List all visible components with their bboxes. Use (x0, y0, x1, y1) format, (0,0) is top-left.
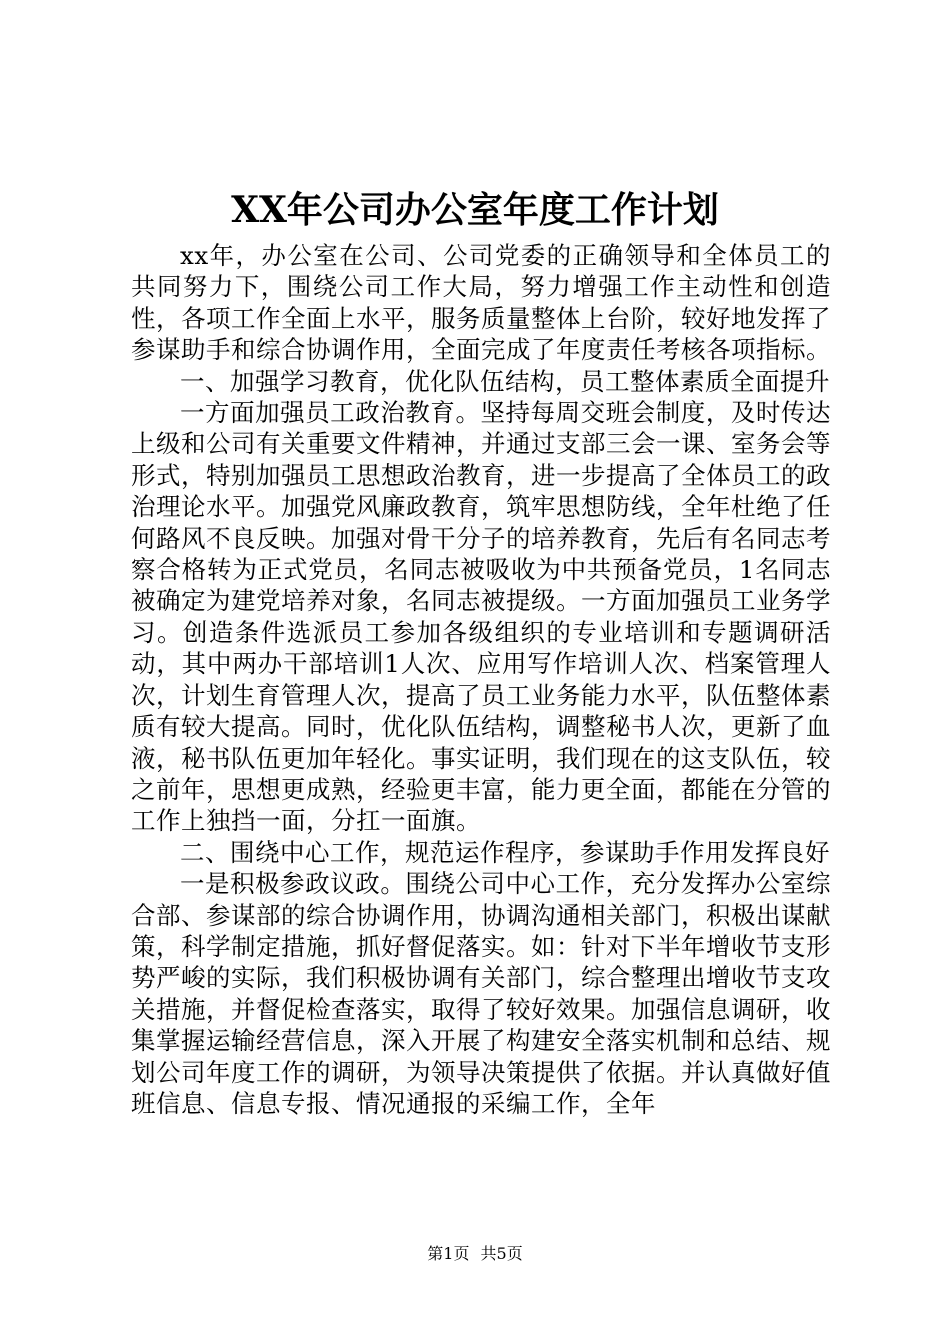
paragraph-section-1: 一方面加强员工政治教育。坚持每周交班会制度，及时传达上级和公司有关重要文件精神，并通过支部三会一课、室务会等形式，特别加强员工思想政治教育，进一步提高了全体员工的政治理论水平。加强党风廉政教育，筑牢思想防线，全年杜绝了任何路风不良反映。加强对骨干分子的培养教育，先后有名同志考察合格转为正式党员，名同志被吸收为中共预备党员，1名同志被确定为建党培养对象，名同志被提级。一方面加强员工业务学习。创造条件选派员工参加各级组织的专业培训和专题调研活动，其中两办干部培训1人次、应用写作培训人次、档案管理人次，计划生育管理人次，提高了员工业务能力水平，队伍整体素质有较大提高。同时，优化队伍结构，调整秘书人次，更新了血液，秘书队伍更加年轻化。事实证明，我们现在的这支队伍，较之前年，思想更成熟，经验更丰富，能力更全面，都能在分管的工作上独挡一面，分扛一面旗。 (131, 398, 831, 836)
paragraph-intro: xx年，办公室在公司、公司党委的正确领导和全体员工的共同努力下，围绕公司工作大局，努力增强工作主动性和创造性，各项工作全面上水平，服务质量整体上台阶，较好地发挥了参谋助手和综合协调作用，全面完成了年度责任考核各项指标。 (131, 241, 831, 365)
page-total: 共5页 (480, 1244, 523, 1263)
page-footer (0, 1243, 950, 1265)
section-heading-1: 一、加强学习教育，优化队伍结构，员工整体素质全面提升 (180, 366, 830, 396)
document-title: XX年公司办公室年度工作计划 (231, 189, 719, 231)
section-heading-2: 二、围绕中心工作，规范运作程序，参谋助手作用发挥良好 (180, 837, 830, 867)
page-number: 第1页 (427, 1244, 470, 1263)
document-body (131, 240, 831, 1119)
paragraph-section-2: 一是积极参政议政。围绕公司中心工作，充分发挥办公室综合部、参谋部的综合协调作用，协调沟通相关部门，积极出谋献策，科学制定措施，抓好督促落实。如：针对下半年增收节支形势严峻的实际，我们积极协调有关部门，综合整理出增收节支攻关措施，并督促检查落实，取得了较好效果。加强信息调研，收集掌握运输经营信息，深入开展了构建安全落实机制和总结、规划公司年度工作的调研，为领导决策提供了依据。并认真做好值班信息、信息专报、情况通报的采编工作，全年 (131, 869, 831, 1118)
